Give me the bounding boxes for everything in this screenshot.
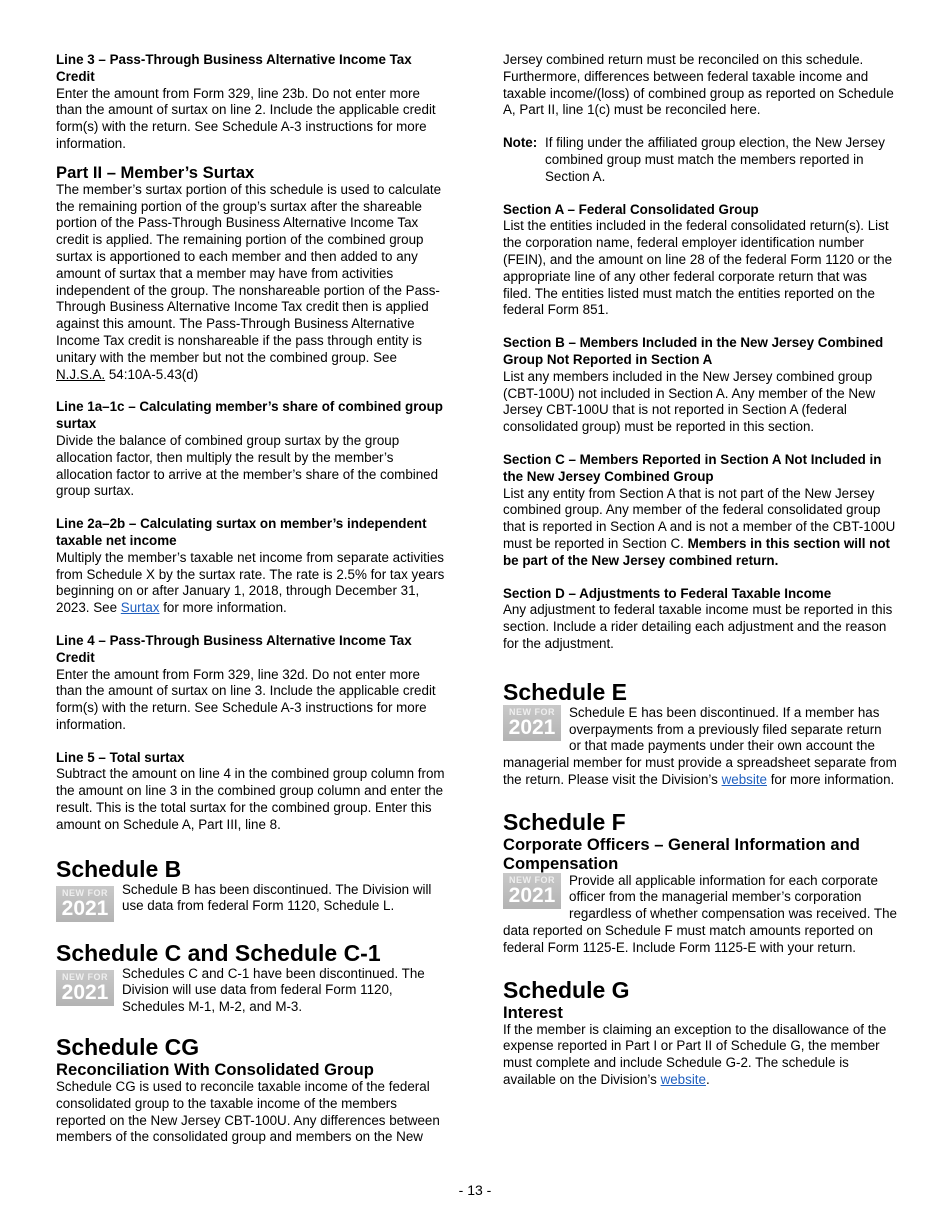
section-c-heading: Section C – Members Reported in Section A Not Included in the New Jersey Combined Group bbox=[503, 451, 882, 484]
line1a-heading: Line 1a–1c – Calculating member’s share of combined group surtax bbox=[56, 399, 443, 432]
schedule-g-subheading: Interest bbox=[503, 1002, 563, 1022]
schedule-e-text: Schedule E has been discontinued. If a member has overpayments from a previously filed separate return or that made payments under their own account the managerial member for must provide a spreadsheet separate from the return. Please visit the Division’s website for more information. bbox=[503, 704, 897, 787]
section-a-text: List the entities included in the federal consolidated return(s). List the corporation name, federal employer identification number (FEIN), and the amount on line 28 of the federal Form 1120 or the appropriate line of any other federal corporate return that was filed. The entities listed must match the entities reported on the federal Form 851. bbox=[503, 218, 893, 318]
schedule-e-body bbox=[503, 705, 897, 789]
schedule-f-body bbox=[503, 873, 897, 957]
new-for-2021-badge-icon: NEW FOR 2021 bbox=[503, 705, 561, 741]
schedule-b-text: Schedule B has been discontinued. The Division will use data from federal Form 1120, Schedule L. bbox=[122, 881, 432, 914]
line4-text: Enter the amount from Form 329, line 32d. Do not enter more than the amount of surtax on line 3. Include the applicable credit form(s) with the return. See Schedule A-3 instructions for more information. bbox=[56, 666, 436, 732]
line2a-text: Multiply the member’s taxable net income from separate activities from Schedule X by the surtax rate. The rate is 2.5% for tax years beginning on or after January 1, 2018, through December 31, 2023. See Surtax for more information. bbox=[56, 549, 445, 616]
schedule-c-text: Schedules C and C-1 have been discontinued. The Division will use data from federal Form 1120, Schedules M-1, M-2, and M-3. bbox=[122, 965, 425, 1015]
schedule-f-heading: Schedule F bbox=[503, 808, 626, 835]
note-label: Note: bbox=[503, 135, 538, 151]
right-column bbox=[503, 52, 897, 1089]
note-text: If filing under the affiliated group election, the New Jersey combined group must match the members reported in Section A. bbox=[545, 135, 885, 184]
schedule-cg-text: Schedule CG is used to reconcile taxable income of the federal consolidated group to the taxable income of the members reported on the New Jersey CBT-100U. Any differences between members of the consolidated group and members on the New bbox=[56, 1079, 440, 1145]
section-d-heading: Section D – Adjustments to Federal Taxable Income bbox=[503, 585, 832, 601]
schedule-e-website-link[interactable]: website bbox=[721, 771, 767, 787]
line3-text: Enter the amount from Form 329, line 23b. Do not enter more than the amount of surtax on line 2. Include the applicable credit form(s) with the return. See Schedule A-3 instructions for more information. bbox=[56, 85, 436, 151]
new-for-2021-badge-icon: NEW FOR 2021 bbox=[56, 886, 114, 922]
left-column bbox=[56, 52, 448, 1146]
page-number: - 13 - bbox=[458, 1182, 492, 1198]
note-block bbox=[503, 135, 897, 185]
schedule-e-heading: Schedule E bbox=[503, 678, 627, 705]
line4-heading: Line 4 – Pass-Through Business Alternative Income Tax Credit bbox=[56, 632, 412, 665]
section-a-heading: Section A – Federal Consolidated Group bbox=[503, 201, 759, 217]
schedule-f-subheading: Corporate Officers – General Information and Compensation bbox=[503, 834, 860, 873]
line5-text: Subtract the amount on line 4 in the combined group column from the amount on line 3 in the combined group column and enter the result. This is the total surtax for the combined group. Enter this amount on Schedule A, Part III, line 8. bbox=[56, 766, 445, 832]
line1a-text: Divide the balance of combined group surtax by the group allocation factor, then multiply the result by the member’s allocation factor to arrive at the member’s share of the combined group surtax. bbox=[56, 432, 439, 499]
schedule-b-heading: Schedule B bbox=[56, 855, 182, 882]
new-for-2021-badge-icon: NEW FOR 2021 bbox=[503, 873, 561, 909]
schedule-g-heading: Schedule G bbox=[503, 976, 630, 1003]
section-c-text: List any entity from Section A that is not part of the New Jersey combined group. Any member of the federal consolidated group that is reported in Section A and is not a member of the CBT-100U must be reported in Section C. Members in this section will not be part of the New Jersey combined return. bbox=[503, 485, 896, 568]
line2a-heading: Line 2a–2b – Calculating surtax on member’s independent taxable net income bbox=[56, 516, 427, 548]
line5-heading: Line 5 – Total surtax bbox=[56, 749, 185, 765]
line3-heading: Line 3 – Pass-Through Business Alternative Income Tax Credit bbox=[56, 52, 412, 84]
schedule-g-text: If the member is claiming an exception to the disallowance of the expense reported in Part I or Part II of Schedule G, the member must complete and include Schedule G-2. The schedule is available on the Division’s website. bbox=[503, 1021, 887, 1088]
part2-heading: Part II – Member’s Surtax bbox=[56, 162, 255, 182]
schedule-c-body bbox=[56, 966, 448, 1016]
schedule-cg-continued-text: Jersey combined return must be reconciled on this schedule. Furthermore, differences between federal taxable income and taxable income/(loss) of combined group as reported on Schedule A, Part II, line 1(c) must be reconciled here. bbox=[503, 52, 894, 118]
schedule-b-body bbox=[56, 882, 448, 924]
part2-text: The member’s surtax portion of this schedule is used to calculate the remaining portion of the group’s surtax after the shareable portion of the Pass-Through Business Alternative Income Tax credit is applied. The remaining portion of the combined group surtax is apportioned to each member and then added to any amount of surtax that a member may have from activities independent of the group. The nonshareable portion of the Pass-Through Business Alternative Income Tax credit then is applied against this amount. The Pass-Through Business Alternative Income Tax credit is nonshareable if the pass through entity is unitary with the member but not the combined group. See N.J.S.A. 54:10A-5.43(d) bbox=[56, 181, 442, 382]
section-b-heading: Section B – Members Included in the New Jersey Combined Group Not Reported in Section A bbox=[503, 335, 884, 367]
schedule-g-website-link[interactable]: website bbox=[660, 1072, 706, 1088]
surtax-link[interactable]: Surtax bbox=[120, 600, 160, 616]
schedule-c-heading: Schedule C and Schedule C-1 bbox=[56, 939, 381, 966]
schedule-cg-subheading: Reconciliation With Consolidated Group bbox=[56, 1060, 374, 1080]
section-d-text: Any adjustment to federal taxable income must be reported in this section. Include a rider detailing each adjustment and the reason for the adjustment. bbox=[503, 602, 893, 651]
new-for-2021-badge-icon: NEW FOR 2021 bbox=[56, 970, 114, 1006]
section-b-text: List any members included in the New Jersey combined group (CBT-100U) not included in Section A. Any member of the New Jersey CBT-100U that is not reported in Section A (federal consolidated group) must be reported in this section. bbox=[503, 368, 876, 435]
schedule-f-text: Provide all applicable information for each corporate officer from the managerial member’s corporation regardless of whether compensation was received. The data reported on Schedule F must match amounts reported on federal Form 1125-E. Include Form 1125-E with your return. bbox=[503, 872, 897, 955]
schedule-cg-heading: Schedule CG bbox=[56, 1034, 200, 1061]
